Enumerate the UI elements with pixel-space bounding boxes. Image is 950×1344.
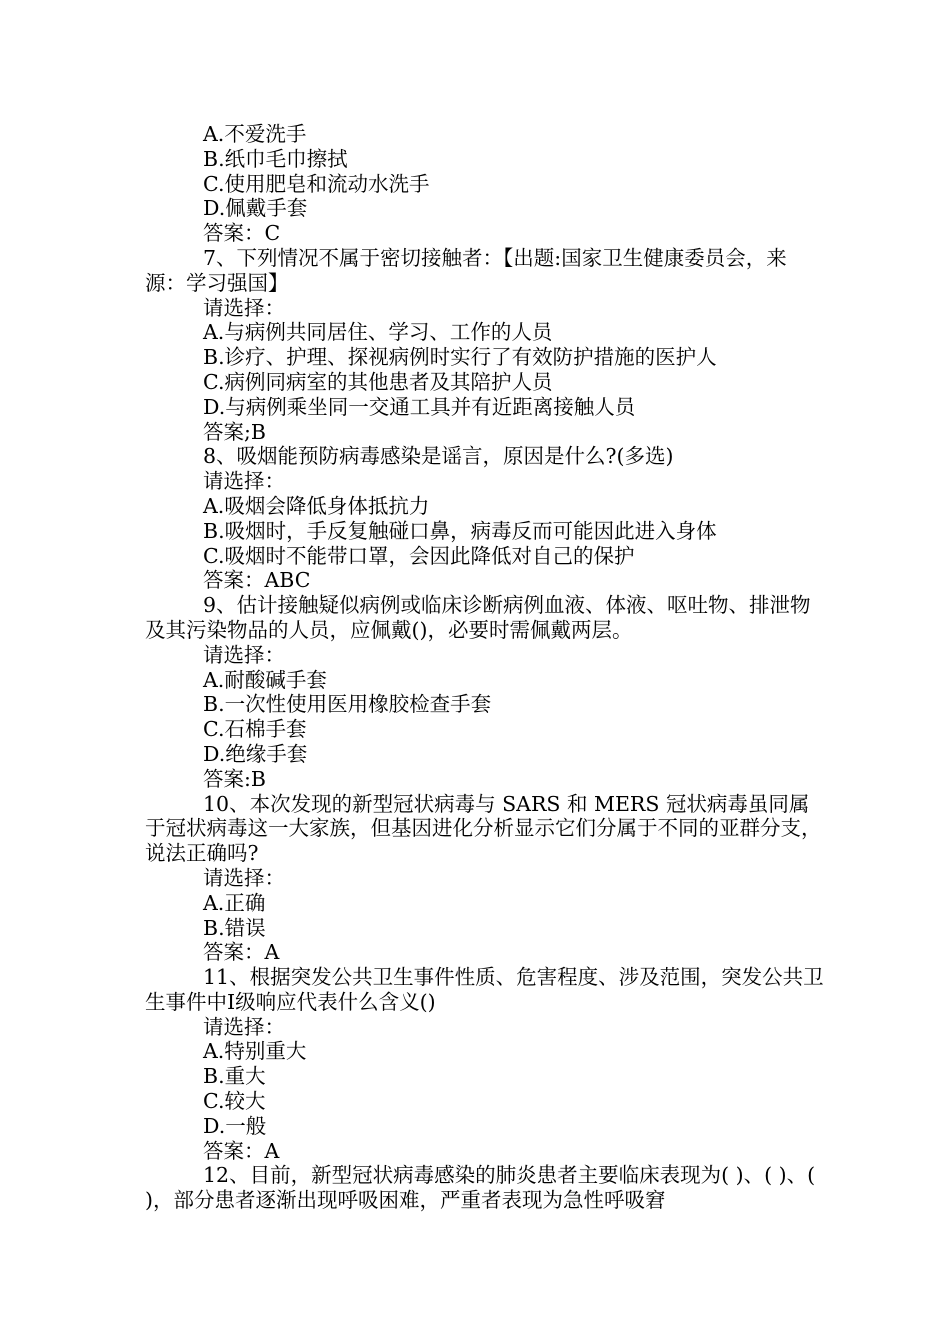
option-line: D.绝缘手套 [203,741,308,766]
option-line: D.一般 [203,1113,267,1138]
answer-line: 答案：A [203,940,280,965]
option-line: B.吸烟时，手反复触碰口鼻，病毒反而可能因此进入身体 [203,518,717,543]
answer-line: 答案：C [203,221,281,246]
option-line: B.纸巾毛巾擦拭 [203,146,348,171]
document-body [145,122,825,1213]
option-line: B.一次性使用医用橡胶检查手套 [203,692,492,717]
prompt-line: 请选择： [203,469,285,494]
question-12: 12、目前，新型冠状病毒感染的肺炎患者主要临床表现为( )、( )、( )，部分患者逐渐出现呼吸困难，严重者表现为急性呼吸窘 [145,1163,816,1213]
option-line: D.与病例乘坐同一交通工具并有近距离接触人员 [203,394,636,419]
option-line: B.重大 [203,1064,266,1089]
option-line: A.特别重大 [203,1039,307,1064]
option-line: B.错误 [203,915,266,940]
option-line: C.使用肥皂和流动水洗手 [203,171,430,196]
option-line: A.正确 [203,890,266,915]
option-line: C.吸烟时不能带口罩，会因此降低对自己的保护 [203,543,635,568]
option-line: A.不爱洗手 [203,122,307,146]
prompt-line: 请选择： [203,642,285,667]
option-line: C.病例同病室的其他患者及其陪护人员 [203,369,553,394]
option-line: C.石棉手套 [203,717,307,742]
option-line: A.与病例共同居住、学习、工作的人员 [203,320,553,345]
option-line: C.较大 [203,1089,266,1114]
option-line: D.佩戴手套 [203,196,308,221]
question-10: 10、本次发现的新型冠状病毒与 SARS 和 MERS 冠状病毒虽同属于冠状病毒这一大家族，但基因进化分析显示它们分属于不同的亚群分支，说法正确吗? [145,791,822,866]
prompt-line: 请选择： [203,295,285,320]
answer-line: 答案：ABC [203,568,311,593]
prompt-line: 请选择： [203,1014,285,1039]
option-line: A.吸烟会降低身体抵抗力 [203,493,430,518]
answer-line: 答案:B [203,766,266,791]
question-9: 9、估计接触疑似病例或临床诊断病例血液、体液、呕吐物、排泄物及其污染物品的人员，应佩戴()，必要时需佩戴两层。 [145,593,811,642]
answer-line: 答案：A [203,1138,280,1163]
option-line: B.诊疗、护理、探视病例时实行了有效防护措施的医护人 [203,345,717,370]
answer-line: 答案;B [203,419,266,444]
prompt-line: 请选择： [203,865,285,890]
question-11: 11、根据突发公共卫生事件性质、危害程度、涉及范围，突发公共卫生事件中Ⅰ级响应代表什么含义() [145,965,824,1014]
question-7: 7、下列情况不属于密切接触者：【出题:国家卫生健康委员会，来源：学习强国】 [145,245,787,295]
question-8: 8、吸烟能预防病毒感染是谣言，原因是什么?(多选) [203,444,674,469]
option-line: A.耐酸碱手套 [203,667,327,692]
